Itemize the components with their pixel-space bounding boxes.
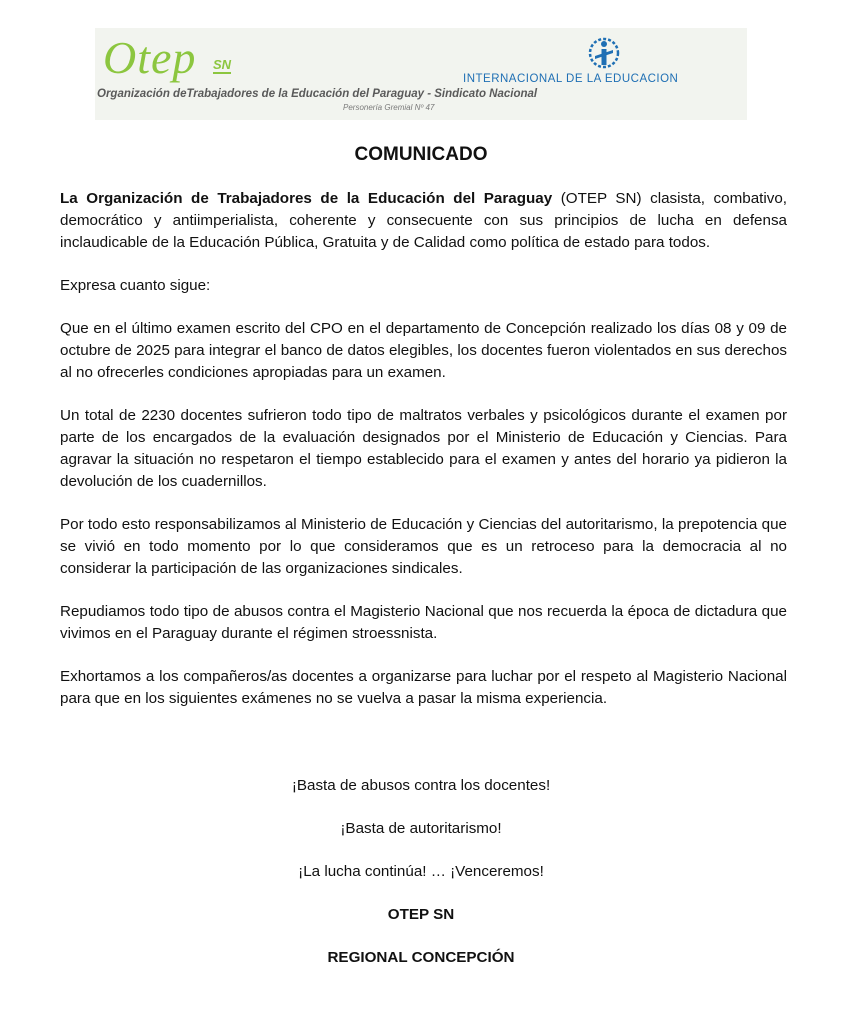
signature-regional: REGIONAL CONCEPCIÓN <box>327 949 515 966</box>
intro-paragraph <box>60 188 787 254</box>
international-education-label: INTERNACIONAL DE LA EDUCACION <box>463 73 679 85</box>
paragraph-maltratos: Un total de 2230 docentes sufrieron todo tipo de maltratos verbales y psicológicos durante el examen por parte de los encargados de la evaluación designados por el Ministerio de Educación y Ciencias. Para agravar la situación no respetaron el tiempo establecido para el examen y antes del horario ya pidieron la devolución de los cuadernillos. <box>60 407 787 490</box>
registry-number: Personería Gremial Nº 47 <box>343 103 435 112</box>
slogan-autoritarismo: ¡Basta de autoritarismo! <box>340 820 502 837</box>
slogan-abusos: ¡Basta de abusos contra los docentes! <box>291 777 551 794</box>
letterhead <box>95 28 747 120</box>
organization-fullname: Organización deTrabajadores de la Educación del Paraguay - Sindicato Nacional <box>97 88 538 100</box>
intro-rest: (OTEP SN) clasista, combativo, democrático y antiimperialista, coherente y consecuente con sus principios de lucha en defensa inclaudicable de la Educación Pública, Gratuita y de Calidad como política de estado para todos. <box>60 190 787 251</box>
paragraph-examen: Que en el último examen escrito del CPO en el departamento de Concepción realizado los días 08 y 09 de octubre de 2025 para integrar el banco de datos elegibles, los docentes fueron violentados en sus derechos al no ofrecerles condiciones apropiadas para un examen. <box>60 320 787 381</box>
slogan-lucha: ¡La lucha continúa! … ¡Venceremos! <box>298 863 544 880</box>
paragraph-expresa: Expresa cuanto sigue: <box>60 277 211 294</box>
communique-body <box>60 188 787 731</box>
document-title: COMUNICADO <box>354 144 488 165</box>
otep-logo-text: Otep <box>103 32 197 83</box>
paragraph-responsabilizamos: Por todo esto responsabilizamos al Ministerio de Educación y Ciencias del autoritarismo, la prepotencia que se vivió en todo momento por lo que consideramos que es un retroceso para la democracia al no considerar la participación de las organizaciones sindicales. <box>60 516 787 577</box>
signature-organization: OTEP SN <box>387 906 455 923</box>
otep-logo-suffix: SN <box>213 57 232 72</box>
closing-section <box>0 775 842 990</box>
paragraph-repudiamos: Repudiamos todo tipo de abusos contra el Magisterio Nacional que nos recuerda la época de dictadura que vivimos en el Paraguay durante el régimen stroessnista. <box>60 603 787 642</box>
intro-bold-lead: La Organización de Trabajadores de la Educación del Paraguay <box>60 190 553 207</box>
ie-logo-icon <box>587 36 621 74</box>
paragraph-exhortamos: Exhortamos a los compañeros/as docentes a organizarse para luchar por el respeto al Magisterio Nacional para que en los siguientes exámenes no se vuelva a pasar la misma experiencia. <box>60 668 787 707</box>
